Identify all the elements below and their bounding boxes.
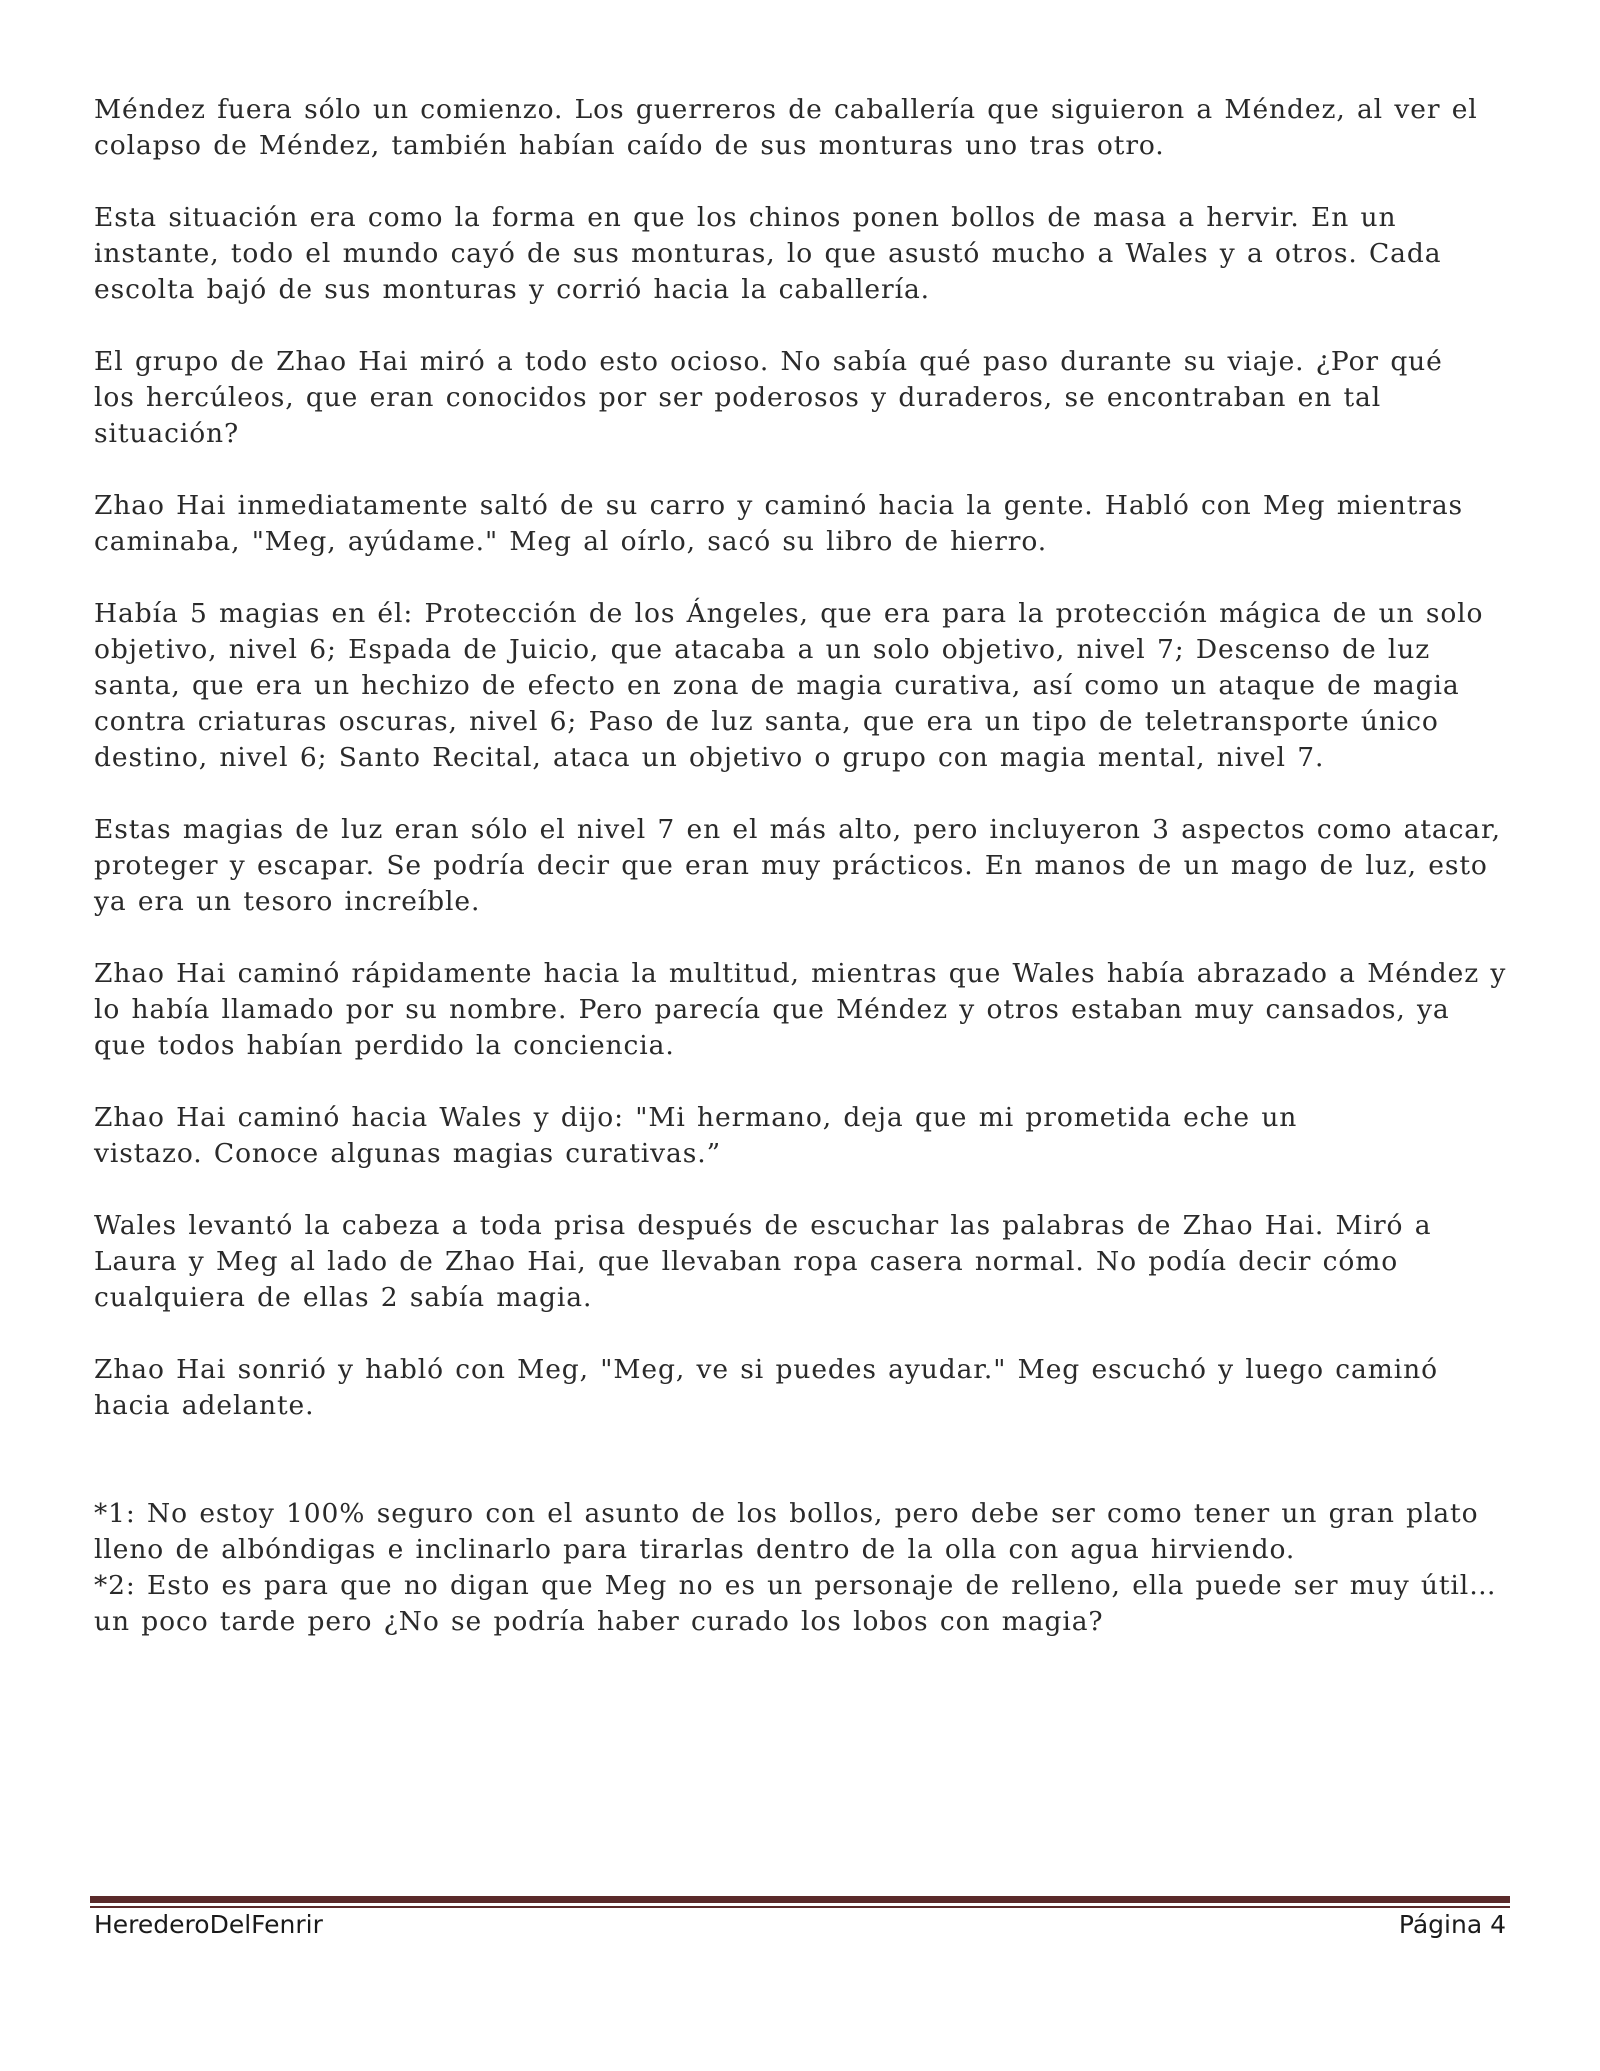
body-text — [94, 92, 1514, 1640]
paragraph-8: Zhao Hai caminó hacia Wales y dijo: "Mi hermano, deja que mi prometida eche un vistazo. Conoce algunas magias curativas.” — [94, 1102, 1298, 1169]
footnote-2: *2: Esto es para que no digan que Meg no es un personaje de relleno, ella puede ser muy útil… un poco tarde pero ¿No se podría haber curado los lobos con magia? — [94, 1570, 1497, 1637]
paragraph-3: El grupo de Zhao Hai miró a todo esto ocioso. No sabía qué paso durante su viaje. ¿Por qué los hercúleos, que eran conocidos por ser poderosos y duraderos, se encontraban en tal situación? — [94, 346, 1443, 449]
footer-rule-thin — [90, 1906, 1510, 1908]
paragraph-6: Estas magias de luz eran sólo el nivel 7 en el más alto, pero incluyeron 3 aspectos como atacar, proteger y escapar. Se podría decir que eran muy prácticos. En manos de un mago de luz, esto ya era un tesoro increíble. — [94, 814, 1501, 917]
footnote-1: *1: No estoy 100% seguro con el asunto de los bollos, pero debe ser como tener un gran plato lleno de albóndigas e inclinarlo para tirarlas dentro de la olla con agua hirviendo. — [94, 1498, 1479, 1565]
paragraph-2: Esta situación era como la forma en que los chinos ponen bollos de masa a hervir. En un instante, todo el mundo cayó de sus monturas, lo que asustó mucho a Wales y a otros. Cada escolta bajó de sus monturas y corrió hacia la caballería. — [94, 202, 1442, 305]
footer-author: HerederoDelFenrir — [94, 1910, 323, 1939]
paragraph-9: Wales levantó la cabeza a toda prisa después de escuchar las palabras de Zhao Hai. Miró a Laura y Meg al lado de Zhao Hai, que llevaban ropa casera normal. No podía decir cómo cualquiera de ellas 2 sabía magia. — [94, 1210, 1432, 1313]
paragraph-1: Méndez fuera sólo un comienzo. Los guerreros de caballería que siguieron a Méndez, al ver el colapso de Méndez, también habían caído de sus monturas uno tras otro. — [94, 94, 1478, 161]
footer-page-number: Página 4 — [1398, 1910, 1506, 1939]
footnotes — [94, 1496, 1514, 1640]
footer-rule — [90, 1896, 1510, 1903]
paragraph-7: Zhao Hai caminó rápidamente hacia la multitud, mientras que Wales había abrazado a Méndez y lo había llamado por su nombre. Pero parecía que Méndez y otros estaban muy cansados, ya que todos habían perdido la conciencia. — [94, 958, 1507, 1061]
paragraph-4: Zhao Hai inmediatamente saltó de su carro y caminó hacia la gente. Habló con Meg mientras caminaba, "Meg, ayúdame." Meg al oírlo, sacó su libro de hierro. — [94, 490, 1464, 557]
paragraph-10: Zhao Hai sonrió y habló con Meg, "Meg, ve si puedes ayudar." Meg escuchó y luego caminó hacia adelante. — [94, 1354, 1438, 1421]
paragraph-5: Había 5 magias en él: Protección de los Ángeles, que era para la protección mágica de un solo objetivo, nivel 6; Espada de Juicio, que atacaba a un solo objetivo, nivel 7; Descenso de luz santa, que era un hechizo de efecto en zona de magia curativa, así como un ataque de magia contra criaturas oscuras, nivel 6; Paso de luz santa, que era un tipo de teletransporte único destino, nivel 6; Santo Recital, ataca un objetivo o grupo con magia mental, nivel 7. — [94, 598, 1484, 773]
